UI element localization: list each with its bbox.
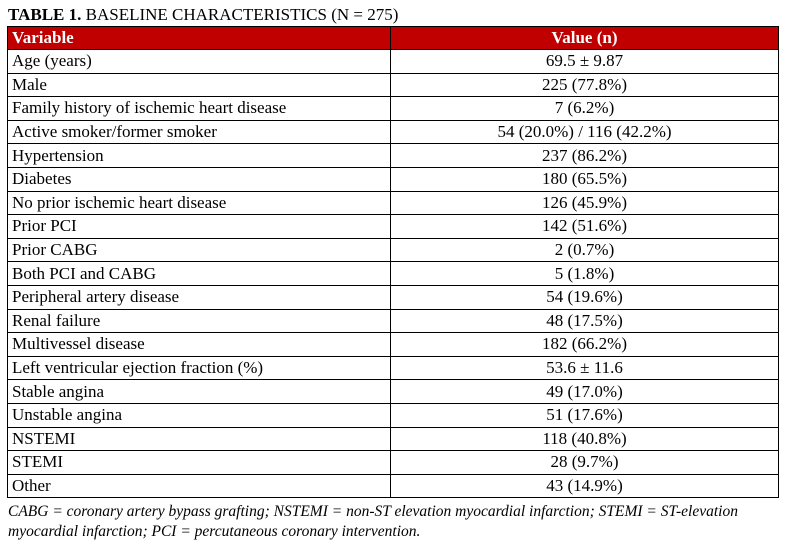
value-cell: 5 (1.8%) bbox=[391, 262, 779, 286]
table-row bbox=[8, 356, 779, 380]
value-cell: 53.6 ± 11.6 bbox=[391, 356, 779, 380]
table-caption-title: BASELINE CHARACTERISTICS (N = 275) bbox=[85, 5, 399, 24]
value-cell: 49 (17.0%) bbox=[391, 380, 779, 404]
value-cell: 51 (17.6%) bbox=[391, 403, 779, 427]
table-row bbox=[8, 167, 779, 191]
variable-cell: Left ventricular ejection fraction (%) bbox=[8, 356, 391, 380]
table-row bbox=[8, 427, 779, 451]
variable-cell: Male bbox=[8, 73, 391, 97]
variable-cell: NSTEMI bbox=[8, 427, 391, 451]
table-row bbox=[8, 285, 779, 309]
table-row bbox=[8, 262, 779, 286]
variable-cell: STEMI bbox=[8, 451, 391, 475]
table-body bbox=[8, 50, 779, 498]
value-cell: 142 (51.6%) bbox=[391, 215, 779, 239]
value-cell: 43 (14.9%) bbox=[391, 474, 779, 498]
table-row bbox=[8, 238, 779, 262]
table-caption bbox=[8, 5, 398, 25]
variable-cell: Family history of ischemic heart disease bbox=[8, 97, 391, 121]
value-cell: 237 (86.2%) bbox=[391, 144, 779, 168]
value-cell: 54 (20.0%) / 116 (42.2%) bbox=[391, 120, 779, 144]
value-cell: 180 (65.5%) bbox=[391, 167, 779, 191]
variable-cell: Active smoker/former smoker bbox=[8, 120, 391, 144]
table-row bbox=[8, 333, 779, 357]
variable-cell: Peripheral artery disease bbox=[8, 285, 391, 309]
value-cell: 118 (40.8%) bbox=[391, 427, 779, 451]
table-row bbox=[8, 215, 779, 239]
variable-cell: Hypertension bbox=[8, 144, 391, 168]
variable-cell: No prior ischemic heart disease bbox=[8, 191, 391, 215]
table-row bbox=[8, 97, 779, 121]
table-row bbox=[8, 403, 779, 427]
value-cell: 2 (0.7%) bbox=[391, 238, 779, 262]
variable-cell: Multivessel disease bbox=[8, 333, 391, 357]
table-row bbox=[8, 451, 779, 475]
variable-cell: Other bbox=[8, 474, 391, 498]
value-cell: 182 (66.2%) bbox=[391, 333, 779, 357]
variable-cell: Age (years) bbox=[8, 50, 391, 74]
header-value: Value (n) bbox=[391, 27, 779, 50]
table-row bbox=[8, 191, 779, 215]
baseline-characteristics-table bbox=[7, 26, 779, 498]
value-cell: 48 (17.5%) bbox=[391, 309, 779, 333]
variable-cell: Renal failure bbox=[8, 309, 391, 333]
value-cell: 225 (77.8%) bbox=[391, 73, 779, 97]
value-cell: 69.5 ± 9.87 bbox=[391, 50, 779, 74]
variable-cell: Stable angina bbox=[8, 380, 391, 404]
value-cell: 28 (9.7%) bbox=[391, 451, 779, 475]
value-cell: 7 (6.2%) bbox=[391, 97, 779, 121]
table-footnote: CABG = coronary artery bypass grafting; NSTEMI = non-ST elevation myocardial infarction; STEMI = ST-elevation myocardial infarction; PCI = percutaneous coronary intervention. bbox=[8, 503, 738, 540]
table-row bbox=[8, 50, 779, 74]
table-row bbox=[8, 380, 779, 404]
table-header-row bbox=[8, 27, 779, 50]
table-row bbox=[8, 144, 779, 168]
header-variable: Variable bbox=[8, 27, 391, 50]
variable-cell: Prior CABG bbox=[8, 238, 391, 262]
variable-cell: Both PCI and CABG bbox=[8, 262, 391, 286]
table-row bbox=[8, 120, 779, 144]
table-row bbox=[8, 73, 779, 97]
table-row bbox=[8, 474, 779, 498]
variable-cell: Diabetes bbox=[8, 167, 391, 191]
value-cell: 126 (45.9%) bbox=[391, 191, 779, 215]
variable-cell: Prior PCI bbox=[8, 215, 391, 239]
variable-cell: Unstable angina bbox=[8, 403, 391, 427]
table-row bbox=[8, 309, 779, 333]
table-caption-label: TABLE 1. bbox=[8, 5, 82, 24]
value-cell: 54 (19.6%) bbox=[391, 285, 779, 309]
